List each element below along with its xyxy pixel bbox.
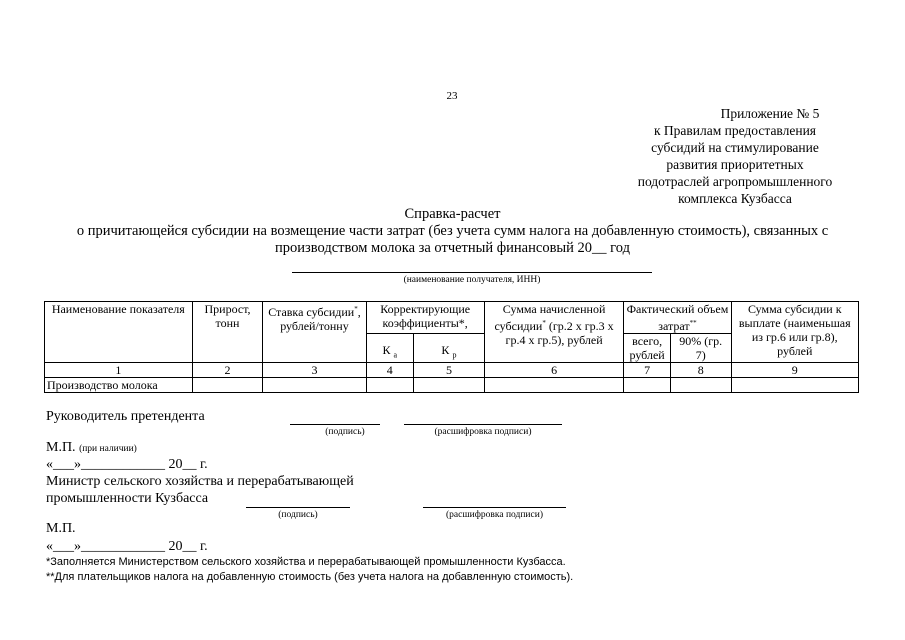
column-number: 9 bbox=[731, 363, 858, 378]
table-cell[interactable] bbox=[366, 378, 414, 393]
appendix-title: Приложение № 5 bbox=[720, 106, 820, 121]
stamp-place: М.П. (при наличии) bbox=[46, 440, 137, 455]
header-accrued: Сумма начисленной субсидии* (гр.2 x гр.3 x гр.4 x гр.5), рублей bbox=[484, 302, 624, 363]
column-number: 4 bbox=[366, 363, 414, 378]
minister-label: Министр сельского хозяйства и перерабатывающей bbox=[46, 474, 354, 489]
table-cell[interactable] bbox=[731, 378, 858, 393]
table-cell[interactable] bbox=[484, 378, 624, 393]
column-number: 2 bbox=[192, 363, 263, 378]
table-cell[interactable] bbox=[414, 378, 485, 393]
signature-caption: (подпись) bbox=[278, 510, 318, 520]
appendix-line: субсидий на стимулирование bbox=[651, 140, 819, 155]
date-line[interactable]: «___»____________ 20__ г. bbox=[46, 457, 208, 472]
column-number: 8 bbox=[670, 363, 731, 378]
row-label: Производство молока bbox=[45, 378, 193, 393]
appendix-line: развития приоритетных bbox=[666, 157, 804, 172]
decode-caption: (расшифровка подписи) bbox=[446, 510, 543, 520]
signature-caption: (подпись) bbox=[325, 427, 365, 437]
header-payout: Сумма субсидии к выплате (наименьшая из гр.6 или гр.8), рублей bbox=[731, 302, 858, 363]
minister-signature-line[interactable] bbox=[246, 507, 350, 508]
column-number: 5 bbox=[414, 363, 485, 378]
date-line[interactable]: «___»____________ 20__ г. bbox=[46, 539, 208, 554]
table-cell[interactable] bbox=[670, 378, 731, 393]
minister-decode-line[interactable] bbox=[423, 507, 566, 508]
document-title bbox=[0, 206, 905, 257]
appendix-line: комплекса Кузбасса bbox=[678, 191, 792, 206]
recipient-line[interactable] bbox=[292, 272, 652, 273]
stamp-place: М.П. bbox=[46, 521, 76, 536]
title-subtitle: производством молока за отчетный финансовый 20__ год bbox=[275, 240, 630, 256]
column-number: 1 bbox=[45, 363, 193, 378]
appendix-line: к Правилам предоставления bbox=[653, 123, 817, 138]
header-growth: Прирост, тонн bbox=[192, 302, 263, 363]
header-ka: К $_а$ bbox=[366, 334, 414, 363]
appendix-header bbox=[580, 105, 890, 207]
column-numbers-row bbox=[45, 363, 859, 378]
column-number: 3 bbox=[263, 363, 366, 378]
recipient-caption: (наименование получателя, ИНН) bbox=[403, 275, 541, 285]
header-rate: Ставка субсидии*, рублей/тонну bbox=[263, 302, 366, 363]
table-row bbox=[45, 378, 859, 393]
table-cell[interactable] bbox=[192, 378, 263, 393]
header-total: всего, рублей bbox=[624, 334, 671, 363]
column-number: 6 bbox=[484, 363, 624, 378]
head-decode-line[interactable] bbox=[404, 424, 562, 425]
decode-caption: (расшифровка подписи) bbox=[434, 427, 532, 437]
header-indicator: Наименование показателя bbox=[45, 302, 193, 363]
subsidy-table bbox=[44, 301, 859, 393]
footnote: **Для плательщиков налога на добавленную стоимость (без учета налога на добавленную стоимость). bbox=[46, 571, 574, 583]
head-signature-line[interactable] bbox=[290, 424, 380, 425]
appendix-line: подотраслей агропромышленного bbox=[637, 174, 833, 189]
minister-label: промышленности Кузбасса bbox=[46, 491, 209, 506]
table-cell[interactable] bbox=[263, 378, 366, 393]
footnote: *Заполняется Министерством сельского хозяйства и перерабатывающей промышленности Кузбасса. bbox=[46, 556, 566, 568]
header-actual-costs: Фактический объем затрат** bbox=[624, 302, 731, 334]
table-cell[interactable] bbox=[624, 378, 671, 393]
head-label: Руководитель претендента bbox=[46, 409, 205, 424]
column-number: 7 bbox=[624, 363, 671, 378]
title-main: Справка-расчет bbox=[404, 206, 501, 222]
title-subtitle: о причитающейся субсидии на возмещение части затрат (без учета сумм налога на добавленную стоимость), связанных с bbox=[76, 223, 829, 239]
header-coefficients: Корректирующие коэффициенты*, bbox=[366, 302, 484, 334]
header-kp: К $_р$ bbox=[414, 334, 485, 363]
header-90-percent: 90% (гр. 7) bbox=[670, 334, 731, 363]
page-number: 23 bbox=[446, 90, 458, 102]
